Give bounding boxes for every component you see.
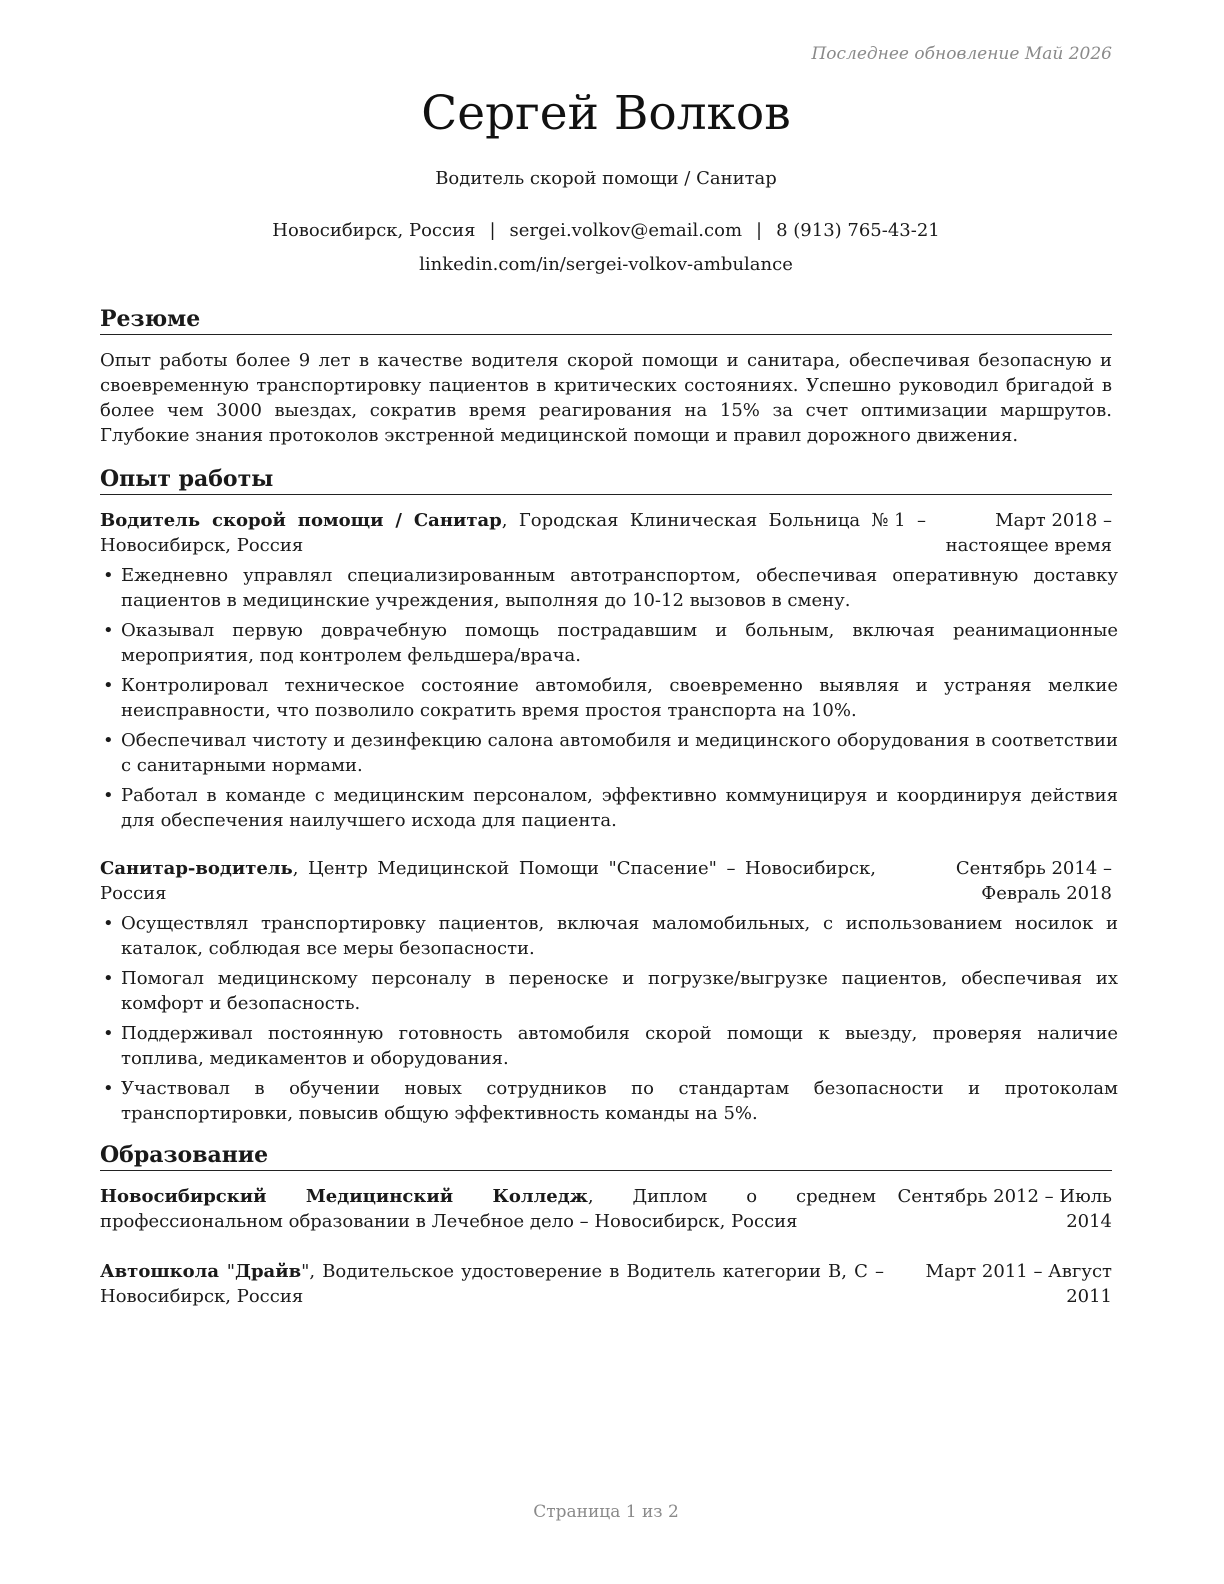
education-school-quote: " [226,1261,235,1282]
contact-line [100,220,1112,241]
bullet-icon: • [103,675,114,696]
job-title: Водитель скорой помощи / Санитар [100,510,502,531]
contact-linkedin[interactable]: linkedin.com/in/sergei-volkov-ambulance [419,254,793,275]
education-dates: Сентябрь 2012 – Июль 2014 [897,1186,1112,1232]
resume-page [100,0,1118,1584]
last-updated: Последнее обновление Май 2026 [811,44,1112,64]
job-bullets [100,911,1118,1131]
education-school-name: Драйв [234,1261,302,1282]
list-item [100,563,1118,613]
list-item [100,673,1118,723]
section-heading-education: Образование [100,1141,1112,1171]
bullet-icon: • [103,913,114,934]
list-item [100,618,1118,668]
list-item [100,1021,1118,1071]
list-item-text: Поддерживал постоянную готовность автомобиля скорой помощи к выезду, проверяя наличие топлива, медикаментов и оборудования. [121,1023,1118,1069]
contact-separator: | [489,220,496,241]
job-dates: Март 2018 – настоящее время [945,510,1112,556]
list-item-text: Оказывал первую доврачебную помощь пострадавшим и больным, включая реанимационные мероприятия, под контролем фельдшера/врача. [121,620,1118,666]
job-org: , Городская Клиническая Больница №1 – Новосибирск, Россия [100,510,927,556]
job-header [100,856,1112,906]
job-header [100,508,1112,558]
education-school-quote: " [301,1261,310,1282]
education-entry [100,1259,1112,1309]
list-item [100,911,1118,961]
bullet-icon: • [103,620,114,641]
list-item [100,1076,1118,1126]
bullet-icon: • [103,968,114,989]
education-details: , Диплом о среднем профессиональном образовании в Лечебное дело – Новосибирск, Россия [100,1186,876,1232]
job-bullets [100,563,1118,838]
list-item-text: Обеспечивал чистоту и дезинфекцию салона автомобиля и медицинского оборудования в соответствии с санитарными нормами. [121,730,1118,776]
job-title: Санитар-водитель [100,858,293,879]
bullet-icon: • [103,1078,114,1099]
list-item-text: Участвовал в обучении новых сотрудников по стандартам безопасности и протоколам транспортировки, повысив общую эффективность команды на 5%. [121,1078,1118,1124]
page-number: Страница 1 из 2 [533,1502,679,1522]
bullet-icon: • [103,1023,114,1044]
job-title-line [100,856,876,906]
education-school: Новосибирский Медицинский Колледж [100,1186,588,1207]
contact-email[interactable]: sergei.volkov@email.com [509,220,743,241]
bullet-icon: • [103,565,114,586]
education-details: , Водительское удостоверение в Водитель категории B, C – Новосибирск, Россия [100,1261,884,1307]
list-item [100,728,1118,778]
list-item-text: Помогал медицинскому персоналу в переноске и погрузке/выгрузке пациентов, обеспечивая их комфорт и безопасность. [121,968,1118,1014]
job-dates: Сентябрь 2014 – Февраль 2018 [955,858,1112,904]
candidate-role: Водитель скорой помощи / Санитар [435,168,777,189]
contact-separator: | [756,220,763,241]
education-title-line [100,1259,884,1309]
list-item-text: Контролировал техническое состояние автомобиля, своевременно выявляя и устраняя мелкие неисправности, что позволило сократить время простоя транспорта на 10%. [121,675,1118,721]
education-title-line [100,1184,876,1234]
job-org: , Центр Медицинской Помощи "Спасение" – Новосибирск, Россия [100,858,876,904]
list-item-text: Осуществлял транспортировку пациентов, включая маломобильных, с использованием носилок и каталок, соблюдая все меры безопасности. [121,913,1118,959]
bullet-icon: • [103,785,114,806]
candidate-name: Сергей Волков [421,86,791,141]
section-heading-experience: Опыт работы [100,465,1112,495]
education-school: Автошкола [100,1261,227,1282]
list-item [100,783,1118,833]
list-item-text: Работал в команде с медицинским персоналом, эффективно коммуницируя и координируя действия для обеспечения наилучшего исхода для пациента. [121,785,1118,831]
job-title-line [100,508,926,558]
summary-text: Опыт работы более 9 лет в качестве водителя скорой помощи и санитара, обеспечивая безопасную и своевременную транспортировку пациентов в критических состояниях. Успешно руководил бригадой в более чем 3000 выездах, сократив время реагирования на 15% за счет оптимизации маршрутов. Глубокие знания протоколов экстренной медицинской помощи и правил дорожного движения. [100,350,1112,446]
contact-phone: 8 (913) 765-43-21 [776,220,940,241]
contact-city: Новосибирск, Россия [272,220,476,241]
list-item [100,966,1118,1016]
list-item-text: Ежедневно управлял специализированным автотранспортом, обеспечивая оперативную доставку пациентов в медицинские учреждения, выполняя до 10-12 вызовов в смену. [121,565,1118,611]
section-heading-summary: Резюме [100,305,1112,335]
bullet-icon: • [103,730,114,751]
education-dates: Март 2011 – Август 2011 [925,1261,1112,1307]
education-entry [100,1184,1112,1234]
